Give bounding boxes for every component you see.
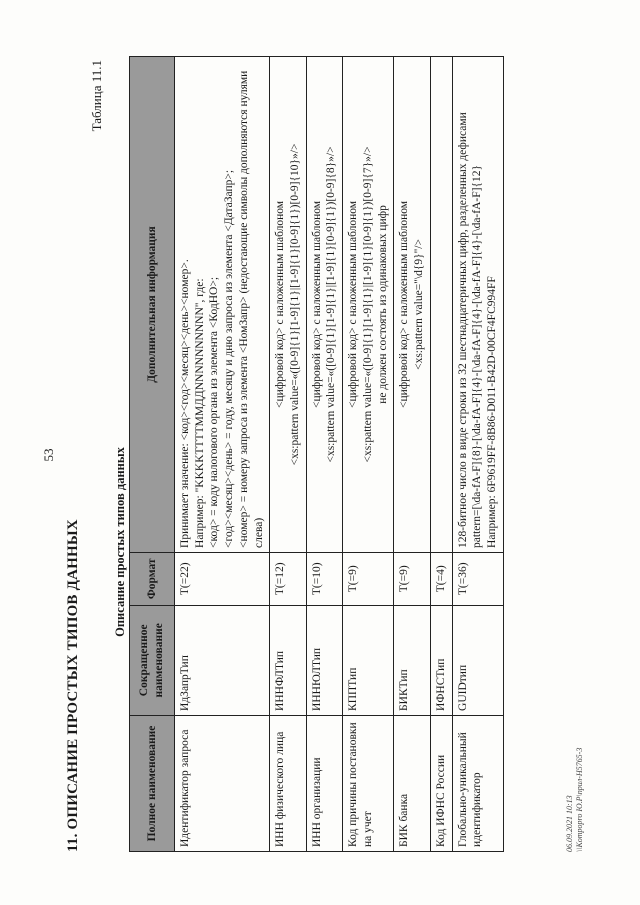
info-line: <цифровой код> с наложенным шаблоном	[310, 200, 323, 409]
info-line: <xs:pattern value=«([0-9]{1}[1-9]{1}|[1-9]{1}[0-9]{1})[0-9]{8}»/>	[325, 146, 338, 463]
table-row	[270, 57, 306, 852]
cell-full-name: БИК банка	[394, 715, 430, 851]
info-line: <номер> = номеру запроса из элемента <НомЗапр> (недостающие символы дополняются нулями слева)	[237, 70, 265, 548]
cell-full-name: Код причины постановки на учет	[343, 715, 394, 851]
info-line: pattern=[\da-fA-F]{8}-[\da-fA-F]{4}-[\da-fA-F]{4}-[\da-fA-F]{4}-[\da-fA-F]{12}	[471, 165, 484, 548]
cell-format: T(=4)	[430, 552, 452, 605]
header-short-name: Сокращенное наименование	[130, 605, 175, 715]
page-number: 53	[41, 448, 56, 462]
info-line: Например: 6F9619FF-8B86-D011-B42D-00CF4FC994FF	[485, 276, 498, 548]
info-line: Принимает значение: <код><год><месяц><день><номер>.	[179, 259, 191, 548]
footer-file-path: \\Kompopro Ю.Р\прил-Н5765-3	[575, 747, 584, 852]
info-line: <цифровой код> с наложенным шаблоном	[274, 200, 287, 409]
rotated-page-content	[57, 24, 617, 872]
info-line: Например: "KKKKTTTTMMДДNNNNNNNNNN", где:	[193, 278, 206, 548]
cell-format: T(=22)	[175, 552, 270, 605]
cell-short-name: ИННЮЛТип	[306, 605, 342, 715]
cell-info	[343, 57, 394, 553]
cell-format: T(=12)	[270, 552, 306, 605]
table-caption: Описание простых типов данных	[113, 447, 127, 637]
table-row	[175, 57, 270, 852]
cell-short-name: ИФНСТип	[430, 605, 452, 715]
cell-full-name: ИНН организации	[306, 715, 342, 851]
cell-format: T(=36)	[452, 552, 503, 605]
table-row	[394, 57, 430, 852]
info-line: <xs:pattern value=«([0-9]{1}[1-9]{1}|[1-9]{1}[0-9]{1})[0-9]{10}»/>	[289, 143, 302, 466]
cell-full-name: Глобально-уникальный идентификатор	[452, 715, 503, 851]
table-label: Таблица 11.1	[89, 60, 104, 132]
cell-full-name: Код ИФНС России	[430, 715, 452, 851]
cell-short-name: КППТип	[343, 605, 394, 715]
table-row	[343, 57, 394, 852]
cell-short-name: БИКТип	[394, 605, 430, 715]
table-row	[306, 57, 342, 852]
footer	[565, 748, 585, 852]
cell-info	[175, 57, 270, 553]
cell-info	[394, 57, 430, 553]
table-row	[430, 57, 452, 852]
section-title: 11. ОПИСАНИЕ ПРОСТЫХ ТИПОВ ДАННЫХ	[65, 519, 81, 852]
simple-types-table	[129, 56, 504, 852]
table-row	[452, 57, 503, 852]
info-line: <xs:pattern value=«([0-9]{1}[1-9]{1}|[1-9]{1}[0-9]{1})[0-9]{7}»/>	[361, 146, 374, 463]
cell-format: T(=10)	[306, 552, 342, 605]
cell-info	[270, 57, 306, 553]
cell-full-name: ИНН физического лица	[270, 715, 306, 851]
cell-short-name: ИННФЛТип	[270, 605, 306, 715]
cell-format: T(=9)	[343, 552, 394, 605]
table-header-row	[130, 57, 175, 852]
header-format: Формат	[130, 552, 175, 605]
footer-timestamp: 06.09.2021 10:13	[565, 795, 574, 852]
header-info: Дополнительная информация	[130, 57, 175, 553]
info-line: <цифровой код> с наложенным шаблоном	[398, 200, 411, 409]
cell-info	[430, 57, 452, 553]
info-line: <xs:pattern value="\d{9}"/>	[413, 239, 426, 370]
info-line: 128-битное число в виде строки из 32 шестнадцатеричных цифр, разделенных дефисами	[456, 112, 469, 548]
info-line: не должен состоять из одинаковых цифр	[376, 205, 389, 404]
info-line: <код> = коду налогового органа из элемента <КодНО>;	[208, 276, 221, 548]
info-line: <цифровой код> с наложенным шаблоном	[347, 200, 360, 409]
cell-full-name: Идентификатор запроса	[175, 715, 270, 851]
cell-info	[452, 57, 503, 553]
cell-info	[306, 57, 342, 553]
cell-short-name: ИдЗапрТип	[175, 605, 270, 715]
header-full-name: Полное наименование	[130, 715, 175, 851]
cell-format: T(=9)	[394, 552, 430, 605]
cell-short-name: GUIDтип	[452, 605, 503, 715]
info-line: <год><месяц><день> = году, месяцу и дню запроса из элемента <ДатаЗапр>;	[223, 169, 236, 548]
